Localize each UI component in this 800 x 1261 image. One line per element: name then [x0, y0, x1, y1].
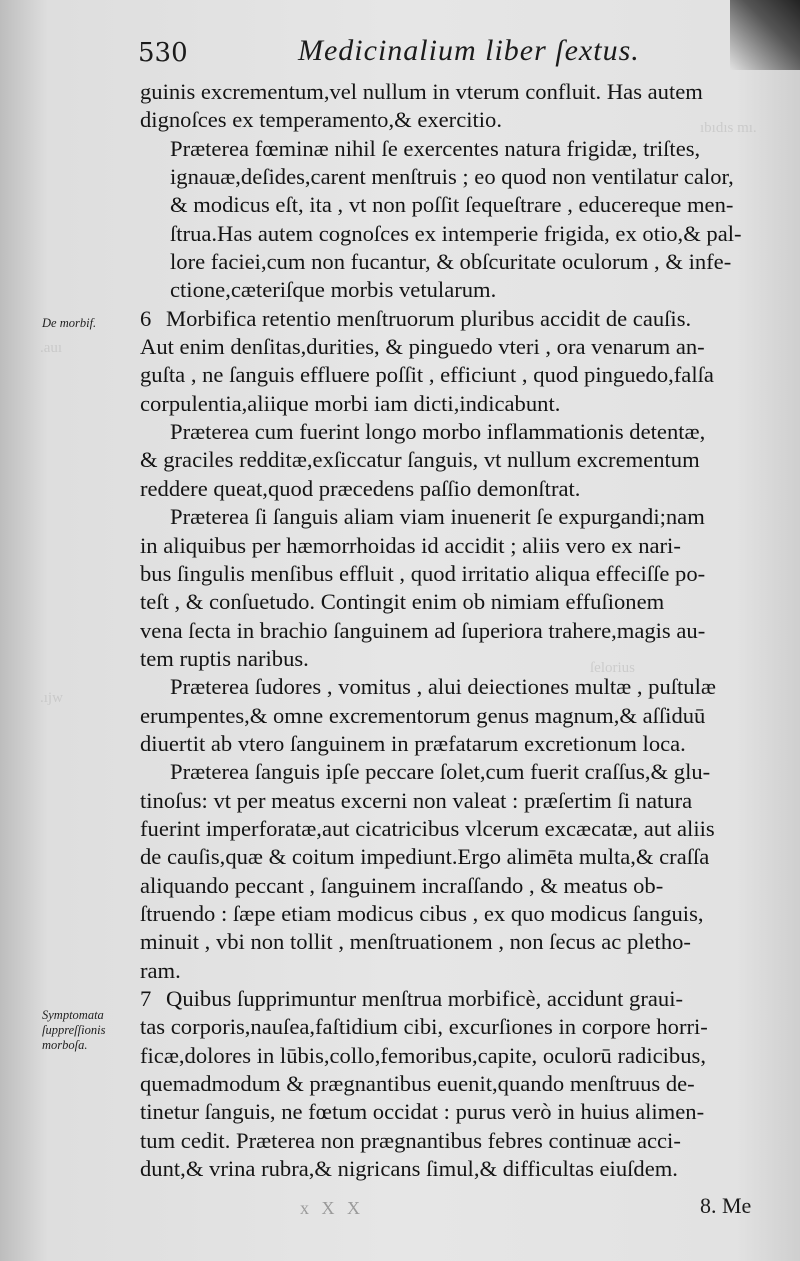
- text-line: tem ruptis naribus.: [140, 645, 309, 671]
- running-title: Medicinalium liber ſextus.: [298, 34, 640, 67]
- text-line: ficæ,dolores in lūbis,collo,femoribus,capite, oculorū radicibus,: [140, 1042, 706, 1068]
- paragraph-number: 7: [140, 986, 152, 1011]
- show-through: .ıjw: [40, 690, 63, 706]
- signature-mark: x X X: [300, 1198, 364, 1218]
- text-line: in aliquibus per hæmorrhoidas id accidit ; aliis vero ex nari-: [140, 532, 681, 558]
- text-line: lore faciei,cum non fucantur, & obſcuritate oculorum , & infe-: [170, 249, 732, 275]
- text-line: Præterea ſanguis ipſe peccare ſolet,cum fuerit craſſus,& glu-: [170, 759, 711, 785]
- text-line: tinoſus: vt per meatus excerni non valeat : præſertim ſi natura: [140, 787, 693, 813]
- text-line: Præterea cum fuerint longo morbo inflammationis detentæ,: [170, 419, 706, 445]
- paragraph: [140, 758, 765, 985]
- text-line: & modicus eſt, ita , vt non poſſit ſequeſtrare , educereque men-: [170, 192, 734, 218]
- text-line: tinetur ſanguis, ne fœtum occidat : purus verò in huius alimen-: [140, 1099, 705, 1125]
- text-line-content: Morbifica retentio menſtruorum pluribus accidit de cauſis.: [166, 305, 692, 331]
- paragraph: [140, 418, 765, 503]
- text-line: fuerint imperforatæ,aut cicatricibus vlcerum excæcatæ, aut aliis: [140, 815, 715, 841]
- text-line: tum cedit. Præterea non prægnantibus febres continuæ acci-: [140, 1127, 681, 1153]
- text-line: bus ſingulis menſibus effluit , quod irritatio aliqua effeciſſe po-: [140, 560, 706, 586]
- show-through: .auı: [40, 340, 63, 356]
- text-line: quemadmodum & prægnantibus euenit,quando menſtruus de-: [140, 1071, 695, 1097]
- page-header: [138, 34, 738, 74]
- text-line: corpulentia,aliique morbi iam dicti,indicabunt.: [140, 390, 561, 416]
- text-line: [140, 305, 765, 333]
- text-line: Aut enim denſitas,durities, & pinguedo vteri , ora venarum an-: [140, 334, 705, 360]
- body-text: [140, 78, 765, 1183]
- text-line: guſta , ne ſanguis effluere poſſit , efficiunt , quod pinguedo,falſa: [140, 362, 714, 388]
- text-line: ſtrua.Has autem cognoſces ex intemperie frigida, ex otio,& pal-: [170, 220, 742, 246]
- text-line: aliquando peccant , ſanguinem incraſſando , & meatus ob-: [140, 872, 664, 898]
- catchword: 8. Me: [700, 1193, 752, 1218]
- text-line: dunt,& vrina rubra,& nigricans ſimul,& difficultas eiuſdem.: [140, 1156, 678, 1182]
- text-line-content: Quibus ſupprimuntur menſtrua morbificè, accidunt graui-: [166, 986, 684, 1011]
- paragraph: [140, 78, 765, 135]
- text-line: ctione,cæteriſque morbis vetularum.: [170, 277, 497, 303]
- text-line: dignoſces ex temperamento,& exercitio.: [140, 107, 502, 133]
- paragraph: [140, 135, 765, 305]
- text-line: minuit , vbi non tollit , menſtruationem , non ſecus ac pletho-: [140, 929, 691, 955]
- text-line: [140, 985, 765, 1013]
- margin-note-symptomata: Symptomata ſuppreſſionis morboſa.: [42, 1008, 106, 1052]
- paragraph: [140, 673, 765, 758]
- text-line: vena ſecta in brachio ſanguinem ad ſuperiora trahere,magis au-: [140, 617, 706, 643]
- text-line: & graciles redditæ,exſiccatur ſanguis, vt nullum excrementum: [140, 447, 700, 473]
- page-edge-shadow: [730, 0, 800, 70]
- text-line: guinis excrementum,vel nullum in vterum confluit. Has autem: [140, 79, 703, 104]
- text-line: diuertit ab vtero ſanguinem in præfatarum excretionum loca.: [140, 730, 686, 756]
- text-line: ram.: [140, 957, 181, 983]
- margin-note-de-morbif: De morbif.: [42, 316, 97, 330]
- text-line: ſtruendo : ſæpe etiam modicus cibus , ex quo modicus ſanguis,: [140, 900, 704, 926]
- text-line: tas corporis,nauſea,faſtidium cibi, excurſiones in corpore horri-: [140, 1014, 708, 1040]
- text-line: Præterea fœminæ nihil ſe exercentes natura frigidæ, triſtes,: [170, 135, 701, 161]
- text-line: ignauæ,deſides,carent menſtruis ; eo quod non ventilatur calor,: [170, 164, 734, 190]
- text-line: erumpentes,& omne excrementorum genus magnum,& aſſiduū: [140, 702, 706, 728]
- text-line: reddere queat,quod præcedens paſſio demonſtrat.: [140, 475, 581, 501]
- text-line: teſt , & conſuetudo. Contingit enim ob nimiam effuſionem: [140, 589, 665, 615]
- paragraph: [140, 985, 765, 1183]
- text-line: Præterea ſudores , vomitus , alui deiectiones multæ , puſtulæ: [170, 674, 716, 700]
- text-line: de cauſis,quæ & coitum impediunt.Ergo alimēta multa,& craſſa: [140, 844, 710, 870]
- page-number: 530: [138, 38, 188, 68]
- paragraph-number: 6: [140, 305, 152, 331]
- paragraph: [140, 503, 765, 673]
- show-through: ıbıdıs mı.: [700, 120, 757, 136]
- show-through: ſelorius: [590, 660, 635, 676]
- text-line: Præterea ſi ſanguis aliam viam inuenerit ſe expurgandi;nam: [170, 504, 705, 530]
- paragraph: [140, 305, 765, 418]
